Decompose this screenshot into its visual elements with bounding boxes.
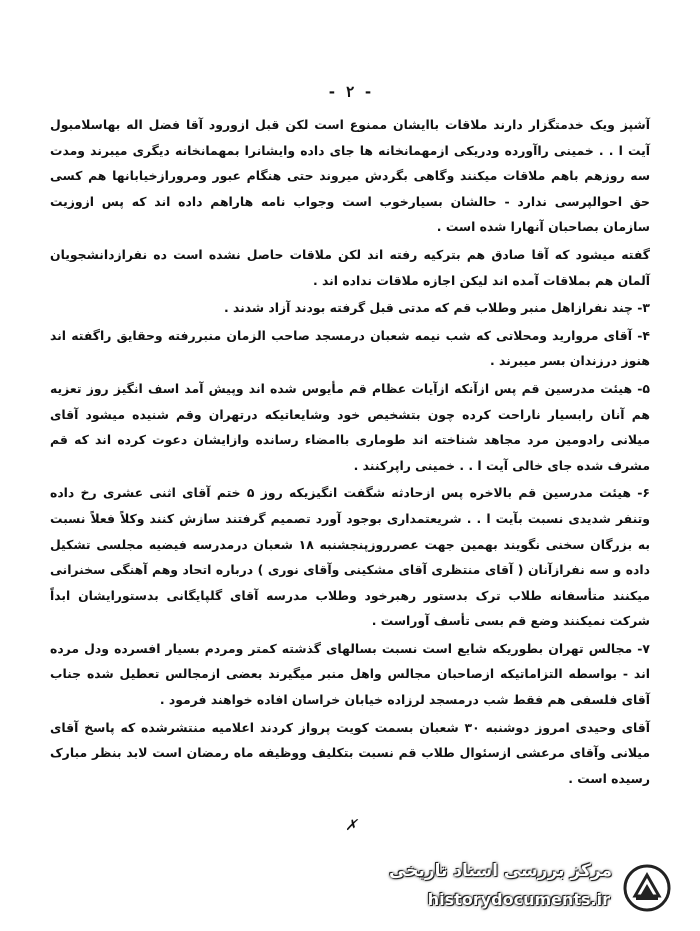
paragraph-item-6: ۶- هیئت مدرسین قم بالاخره پس ازحادثه شگفت انگیزیکه روز ۵ ختم آقای اثنی عشری رخ داده وتنفر شدیدی نسبت بآیت ا . . شریعتمداری بوجود آورد تصمیم گرفتند سازش کنند وکلاً فعلاً نسبت به بزرگان سخنی نگویند بهمین جهت عصرروزپنجشنبه ۱۸ شعبان درمدرسه فیضیه مجلسی تشکیل داده و سه نفرازآنان ( آقای منتظری آقای مشکینی وآقای نوری ) درباره اتحاد وهم آهنگی سخنرانی میکنند متأسفانه طلاب ترک بدستور رهبرخود وطلاب مدرسه آقای گلپایگانی بدستورایشان ابداً شرکت نمیکنند وضع قم بسی تأسف آوراست . [50, 485, 650, 629]
handwritten-mark: ✗ [345, 816, 358, 834]
paragraph-item-7: ۷- مجالس تهران بطوریکه شایع است نسبت بسالهای گذشته کمتر ومردم بسیار افسرده ودل مرده اند - بواسطه التزاماتیکه ازصاحبان مجالس واهل منبر میگیرند بعضی ازمجالس تعطیل شده جناب آقای فلسفی هم فقط شب درمسجد لرزاده خیابان خراسان افاده خواهند فرمود . [50, 640, 650, 708]
paragraph-item-3: ۳- چند نفرازاهل منبر وطلاب قم که مدتی قبل گرفته بودند آزاد شدند . [223, 300, 650, 316]
document-body [50, 112, 650, 793]
paragraph-note: گفته میشود که آقا صادق هم بترکیه رفته اند لکن ملاقات حاصل نشده است ده نفرازدانشجویان آلمان هم بملاقات آمده اند لیکن اجازه ملاقات نداده اند . [50, 246, 650, 288]
paragraph-closing: آقای وحیدی امروز دوشنبه ۳۰ شعبان بسمت کویت پرواز کردند اعلامیه منتشرشده که پاسخ آقای میلانی وآقای مرعشی ازسئوال طلاب قم نسبت بتکلیف ووظیفه ماه رمضان است لابد بنظر مبارک رسیده است . [50, 719, 650, 786]
watermark-url: historydocuments.ir [427, 890, 610, 909]
page-number: - ۲ - [327, 83, 373, 101]
watermark-title: مرکز بررسی اسناد تاریخی [389, 861, 612, 881]
paragraph-item-4: ۴- آقای مروارید ومحلاتی که شب نیمه شعبان درمسجد صاحب الزمان منبررفته وحقایق راگفته اند هنوز درزندان بسر میبرند . [50, 327, 650, 369]
archive-logo-icon [622, 863, 672, 913]
paragraph-continuation: آشپز ویک خدمتگزار دارند ملاقات باایشان ممنوع است لکن قبل ازورود آقا فضل اله بهاسلامبول آیت ا . . خمینی راآورده ودریکی ازمهمانخانه ها جای داده وایشانرا بمهمانخانه دیگری میبرند ومدت سه روزهم باهم ملاقات میکنند وگاهی بگردش میروند حتی هنگام عبور ومرورازخیابانها هم کسی حق احوالپرسی ندارد - حالشان بسیارخوب است وجواب نامه هاراهم داده اند که پس ازوزیت سازمان بصاحبان آنهارا شده است . [50, 117, 650, 235]
paragraph-item-5: ۵- هیئت مدرسین قم پس ازآنکه ازآیات عظام قم مأیوس شده اند وپیش آمد اسف انگیز روز تعزیه هم آنان رابسیار ناراحت کرده چون بتشخیص خود وشایعاتیکه درتهران وقم شنیده میشود آقای میلانی رادومین مرد مجاهد شناخته اند طوماری باامضاء رسانده وازایشان دعوت کرده اند که قم مشرف شده جای خالی آیت ا . . خمینی راپرکنند . [50, 380, 650, 473]
watermark [382, 859, 672, 917]
